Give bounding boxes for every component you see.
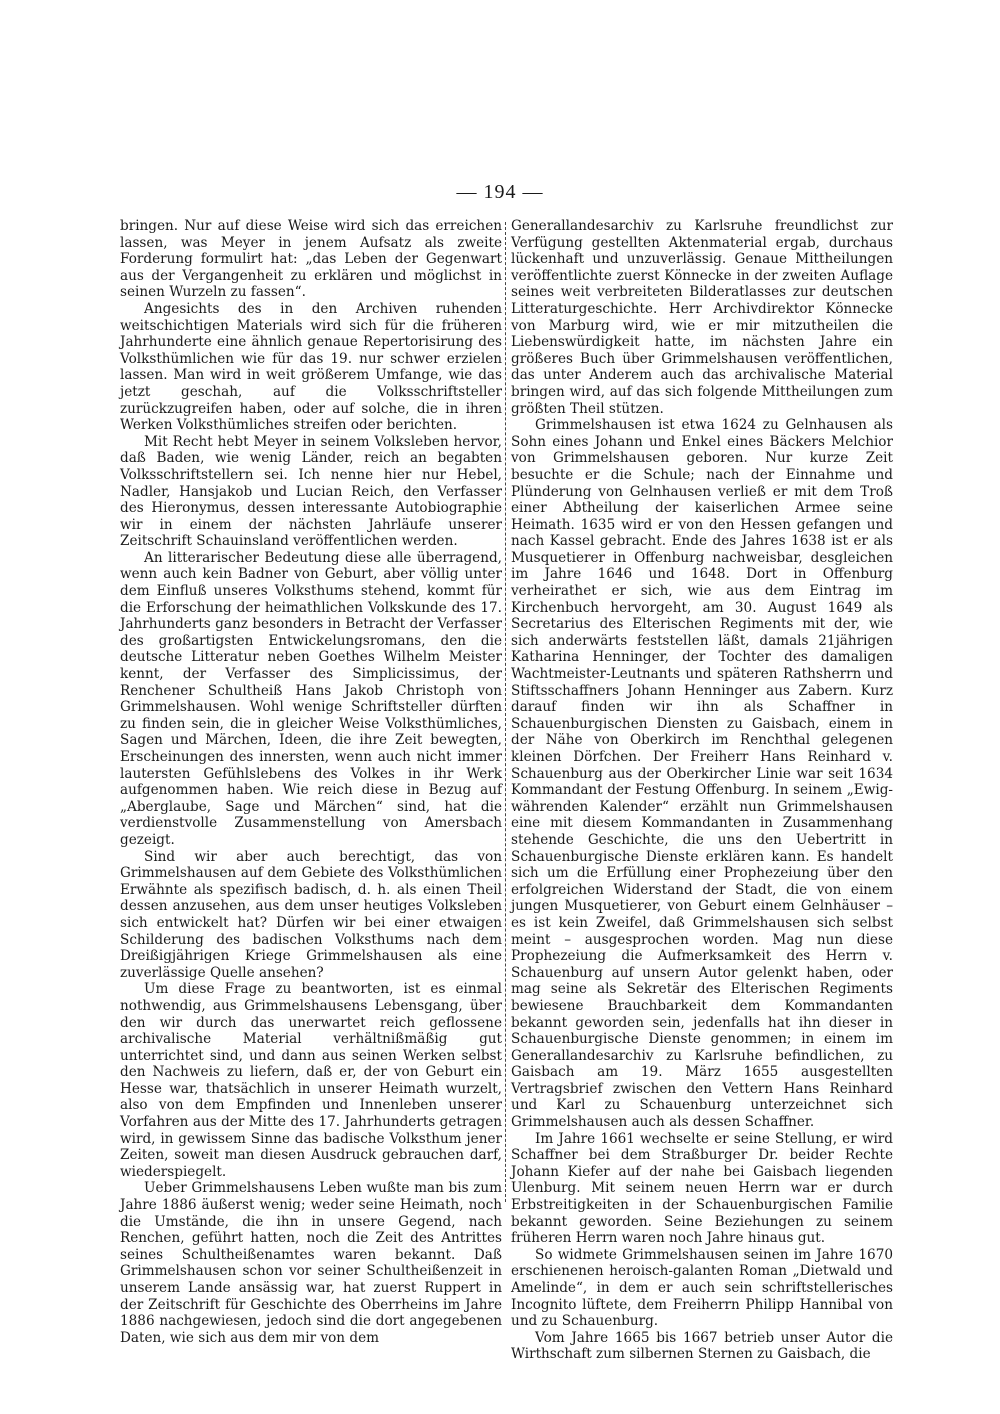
page-number: — 194 — bbox=[456, 181, 544, 203]
paragraph: Sind wir aber auch berechtigt, das von Grimmelshausen auf dem Gebiete des Volksthümlichen Erwähnte als spezifisch badisch, d. h. als einen Theil dessen anzusehen, aus dem unser heutiges Volksleben sich entwickelt hat? Dürfen wir bei einer etwaigen Schilderung des badischen Volksthums nach dem Dreißigjährigen Kriege Grimmelshausen als eine zuverlässige Quelle ansehen? bbox=[120, 848, 502, 981]
paragraph: Generallandesarchiv zu Karlsruhe freundlichst zur Verfügung gestellten Aktenmaterial ergab, durchaus lückenhaft und unzuverlässig. Genaue Mittheilungen veröffentlichte zuerst Könnecke in der zweiten Auflage seines weit verbreiteten Bilderatlasses zur deutschen Litteraturgeschichte. Herr Archivdirektor Könnecke von Marburg wird, wie er mir mitzutheilen die Liebenswürdigkeit hatte, im nächsten Jahre ein größeres Buch über Grimmelshausen veröffentlichen, das unter Anderem auch das archivalische Material bringen wird, auf das sich folgende Mittheilungen zum größten Theil stützen. bbox=[511, 218, 893, 417]
paragraph: Mit Recht hebt Meyer in seinem Volksleben hervor, daß Baden, wie wenig Länder, reich an begabten Volksschriftstellern sei. Ich nenne hier nur Hebel, Nadler, Hansjakob und Lucian Reich, den Verfasser des Hieronymus, dessen interessante Autobiographie wir in einem der nächsten Jahrläufe unserer Zeitschrift Schauinsland veröffentlichen werden. bbox=[120, 433, 502, 550]
paragraph: Ueber Grimmelshausens Leben wußte man bis zum Jahre 1886 äußerst wenig; weder seine Heimath, noch die Umstände, die ihn in unsere Gegend, nach Renchen, geführt hatten, noch die Zeit des Antrittes seines Schultheißenamtes waren bekannt. Daß Grimmelshausen schon vor seiner Schultheißenzeit in unserem Lande ansässig war, hat zuerst Ruppert in der Zeitschrift für Geschichte des Oberrheins im Jahre 1886 nachgewiesen, jedoch sind die dort angegebenen Daten, wie sich aus dem mir von dem bbox=[120, 1180, 502, 1346]
paragraph: Um diese Frage zu beantworten, ist es einmal nothwendig, aus Grimmelshausens Lebensgang, über den wir durch das unerwartet reich geflossene archivalische Material verhältnißmäßig gut unterrichtet sind, und dann aus seinen Werken selbst den Nachweis zu liefern, daß er, der von Geburt ein Hesse war, thatsächlich in unserer Heimath wurzelt, also von dem Empfinden und Innenleben unserer Vorfahren aus der Mitte des 17. Jahrhunderts getragen wird, in gewissem Sinne das badische Volksthum jener Zeiten, soweit man diesen Ausdruck gebrauchen darf, wiederspiegelt. bbox=[120, 981, 502, 1180]
paragraph: Grimmelshausen ist etwa 1624 zu Gelnhausen als Sohn eines Johann und Enkel eines Bäckers Melchior von Grimmelshausen geboren. Nur kurze Zeit besuchte er die Schule; nach der Einnahme und Plünderung von Gelnhausen verließ er mit dem Troß einer Abtheilung der kaiserlichen Armee seine Heimath. 1635 wird er von den Hessen gefangen und nach Kassel gebracht. Ende des Jahres 1638 ist er als Musquetierer in Offenburg nachweisbar, desgleichen im Jahre 1646 und 1648. Dort in Offenburg verheirathet er sich, wie aus dem Eintrag im Kirchenbuch hervorgeht, am 30. August 1649 als Secretarius des Elterischen Regiments mit der, wie sich anderwärts feststellen läßt, damals 21jährigen Katharina Henninger, der Tochter des damaligen Wachtmeister-Leutnants und späteren Rathsherrn und Stiftsschaffners Johann Henninger aus Zabern. Kurz darauf finden wir ihn als Schaffner in Schauenburgischen Diensten zu Gaisbach, einem in der Nähe von Oberkirch im Renchthal gelegenen kleinen Dörfchen. Der Freiherr Hans Reinhard v. Schauenburg aus der Oberkircher Linie war seit 1634 Kommandant der Festung Offenburg. In seinem „Ewig-währenden Kalender“ erzählt nun Grimmelshausen eine mit diesem Kommandanten in Zusammenhang stehende Geschichte, die uns den Uebertritt in Schauenburgische Dienste erklären kann. Es handelt sich um die Erfüllung einer Prophezeiung über den erfolgreichen Widerstand der Stadt, die von einem jungen Musquetierer, von Geburt einem Gelnhäuser – es ist kein Zweifel, daß Grimmelshausen sich selbst meint – ausgesprochen worden. Mag nun diese Prophezeiung die Aufmerksamkeit des Herrn v. Schauenburg auf unsern Autor gelenkt haben, oder mag seine als Sekretär des Elterischen Regiments bewiesene Brauchbarkeit dem Kommandanten bekannt geworden sein, jedenfalls hat ihn dieser in Schauenburgische Dienste genommen; in einem im Generallandesarchiv zu Karlsruhe befindlichen, zu Gaisbach am 19. März 1655 ausgestellten Vertragsbrief zwischen den Vettern Hans Reinhard und Karl zu Schauenburg unterzeichnet sich Grimmelshausen auch als dessen Schaffner. bbox=[511, 417, 893, 1131]
paragraph: Angesichts des in den Archiven ruhenden weitschichtigen Materials wird sich für die früheren Jahrhunderte eine ähnlich genaue Repertorisirung des Volksthümlichen wie für das 19. nur schwer erzielen lassen. Man wird in weit größerem Umfange, wie das jetzt geschah, auf die Volksschriftsteller zurückzugreifen haben, oder auf solche, die in ihren Werken Volksthümliches streifen oder berichten. bbox=[120, 300, 502, 434]
paragraph: bringen. Nur auf diese Weise wird sich das erreichen lassen, was Meyer in jenem Aufsatz als zweite Forderung formulirt hat: „das Leben der Gegenwart aus der Vergangenheit zu erklären und möglichst in seinen Wurzeln zu fassen“. bbox=[120, 218, 502, 301]
paragraph: Im Jahre 1661 wechselte er seine Stellung, er wird Schaffner bei dem Straßburger Dr. beider Rechte Johann Kiefer auf der nahe bei Gaisbach liegenden Ulenburg. Mit seinem neuen Herrn war er durch Erbstreitigkeiten in der Schauenburgischen Familie bekannt geworden. Seine Beziehungen zu seinem früheren Herrn waren noch Jahre hinaus gut. bbox=[511, 1130, 893, 1247]
paragraph: So widmete Grimmelshausen seinen im Jahre 1670 erschienenen heroisch-galanten Roman „Dietwald und Amelinde“, in dem er auch sein schriftstellerisches Incognito lüftete, dem Freiherrn Philipp Hannibal von und zu Schauenburg. bbox=[511, 1246, 893, 1330]
paragraph: Vom Jahre 1665 bis 1667 betrieb unser Autor die Wirthschaft zum silbernen Sternen zu Gaisbach, die bbox=[511, 1329, 893, 1363]
paragraph: An litterarischer Bedeutung diese alle überragend, wenn auch kein Badner von Geburt, aber völlig unter dem Einfluß unseres Volksthums stehend, kommt für die Erforschung der heimathlichen Volkskunde des 17. Jahrhunderts ganz besonders in Betracht der Verfasser des großartigsten Entwickelungsromans, den die deutsche Litteratur neben Goethes Wilhelm Meister kennt, der Verfasser des Simplicissimus, der Renchener Schultheiß Hans Jakob Christoph von Grimmelshausen. Wohl wenige Schriftsteller dürften zu finden sein, die in gleicher Weise Volksthümliches, Sagen und Märchen, Ideen, die ihre Zeit bewegten, Erscheinungen des innersten, wenn auch nicht immer lautersten Gefühlslebens des Volkes in ihr Werk aufgenommen haben. Wie reich diese in Bezug auf „Aberglaube, Sage und Märchen“ sind, hat die verdienstvolle Zusammenstellung von Amersbach gezeigt. bbox=[120, 549, 502, 848]
left-column bbox=[120, 218, 502, 1346]
column-divider bbox=[505, 222, 506, 1202]
right-column bbox=[511, 218, 893, 1363]
